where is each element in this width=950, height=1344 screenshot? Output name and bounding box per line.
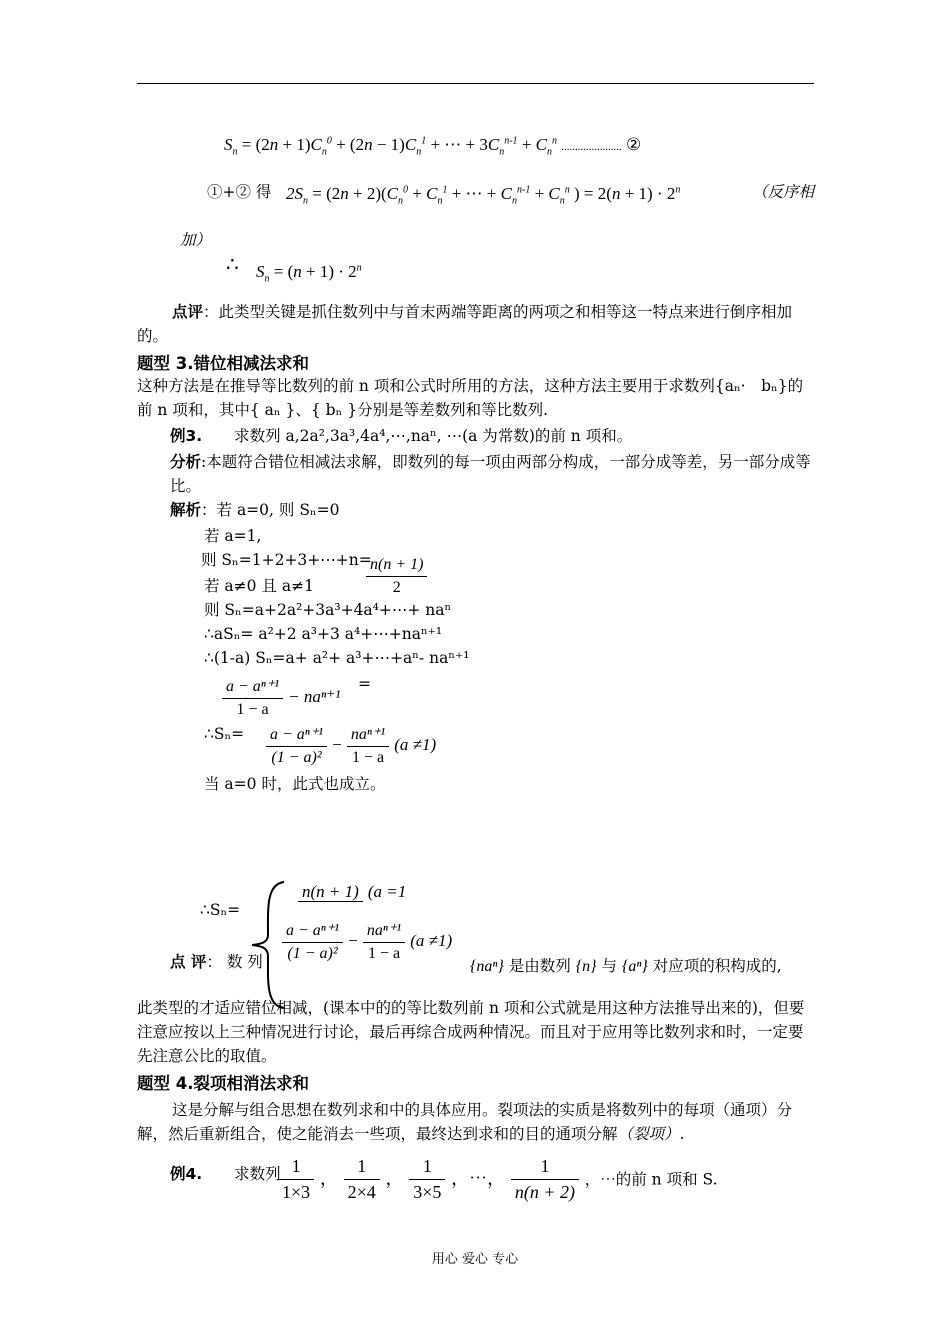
heading-type3: 题型 3.错位相减法求和 (137, 354, 309, 373)
header-rule (137, 83, 814, 84)
solution3: 解析：若 a=0, 则 Sₙ=0 (170, 501, 340, 519)
formula-2sn: $2S_n = (2n + 2)(C_n^0 + C_n^1$ + ⋯ + $C_n^{n-1} + C_n^n$ ) = $2(n + 1) \cdot 2^n$ (286, 184, 681, 207)
reverse-note-cont: 加） (180, 231, 212, 249)
therefore-symbol: ∴ (226, 252, 239, 276)
equals-sign: = (358, 675, 371, 693)
page-footer: 用心 爱心 专心 (431, 1252, 519, 1267)
comment-shift-subtract-mid: {naⁿ} 是由数列 {n} 与 {aⁿ} 对应项的积构成的, (470, 957, 782, 975)
one-minus-a-sn-line: ∴(1-a) Sₙ=a+ a²+ a³+⋯+aⁿ- naⁿ⁺¹ (204, 649, 470, 667)
piecewise-label: ∴Sₙ= (200, 901, 241, 919)
sn-general: 则 Sₙ=a+2a²+3a³+4a⁴+⋯+ naⁿ (204, 601, 452, 619)
formula-sn-reverse: $S_n = (2n + 1)C_n^0 + (2n - 1)C_n^1$ + ⋯ + $3C_n^{n-1} + C_n^n$ ...................... ② (224, 135, 642, 158)
a-sn-line: ∴aSₙ= a²+2 a³+3 a⁴+⋯+naⁿ⁺¹ (204, 625, 443, 643)
case-a1: 若 a=1, (204, 527, 262, 545)
type3-intro: 这种方法是在推导等比数列的前 n 项和公式时所用的方法，这种方法主要用于求数列{aₙ· bₙ}的前 n 项和，其中{ aₙ }、{ bₙ }分别是等差数列和等比数列. (137, 377, 804, 419)
sn-result-expr: $\frac{\text{a − aⁿ⁺¹}}{\text{(1 − a)²}}$ − $\frac{\text{naⁿ⁺¹}}{1 - a}$ (a ≠1) (266, 724, 436, 767)
formula-sn-final: $S_n = (n + 1) \cdot 2^n$ (256, 262, 362, 285)
heading-type4: 题型 4.裂项相消法求和 (137, 1074, 309, 1093)
sn-result-label: ∴Sₙ= (204, 725, 245, 743)
fraction-n-n1-over-2: $\frac{n(n + 1)}{2}$ (366, 556, 427, 597)
example4-series: $\frac{1}{1\times 3}$ ， $\frac{1}{2\times 4}$ ， $\frac{1}{3\times 5}$ ，⋯， $\frac{1}{n(n + 2)}$ ，⋯的前 n 项和 S. (278, 1156, 718, 1203)
a0-note: 当 a=0 时，此式也成立。 (204, 775, 386, 793)
analysis3: 分析:本题符合错位相减法求解，即数列的每一项由两部分构成，一部分成等差，另一部分成等比。 (170, 453, 811, 495)
add-label: ①+② 得 (207, 183, 272, 201)
comment-reverse-add: 点评：此类型关键是抓住数列中与首末两端等距离的两项之和相等这一特点来进行倒序相加的。 (137, 303, 793, 345)
reverse-note: （反序相 (752, 183, 815, 201)
piece1: n(n + 1) (a =1 (298, 882, 406, 902)
expr-after-subtract: $\frac{\text{a − aⁿ⁺¹}}{1 - a}$ − naⁿ⁺¹ (222, 676, 340, 719)
example4-label: 例4. 求数列 (170, 1165, 281, 1183)
case-general: 若 a≠0 且 a≠1 (204, 577, 314, 595)
case-a1-sum: 则 Sₙ=1+2+3+⋯+n= (201, 551, 372, 569)
comment-shift-subtract-lead: 点 评： 数 列 (170, 953, 263, 971)
example3: 例3. 求数列 a,2a²,3a³,4a⁴,⋯,naⁿ, ⋯(a 为常数)的前 n 项和。 (170, 427, 633, 445)
piece2: $\frac{\text{a − aⁿ⁺¹}}{\text{(1 − a)²}}$ − $\frac{\text{naⁿ⁺¹}}{1 - a}$ (a ≠1) (282, 920, 452, 963)
type4-intro: 这是分解与组合思想在数列求和中的具体应用。裂项法的实质是将数列中的每项（通项）分解，然后重新组合，使之能消去一些项，最终达到求和的目的通项分解（裂项）. (137, 1101, 793, 1143)
comment-shift-subtract-body: 此类型的才适应错位相减，(课本中的的等比数列前 n 项和公式就是用这种方法推导出来的)，但要注意应按以上三种情况进行讨论，最后再综合成两种情况。而且对于应用等比数列求和时，一定要先注意公比的取值。 (137, 999, 805, 1065)
